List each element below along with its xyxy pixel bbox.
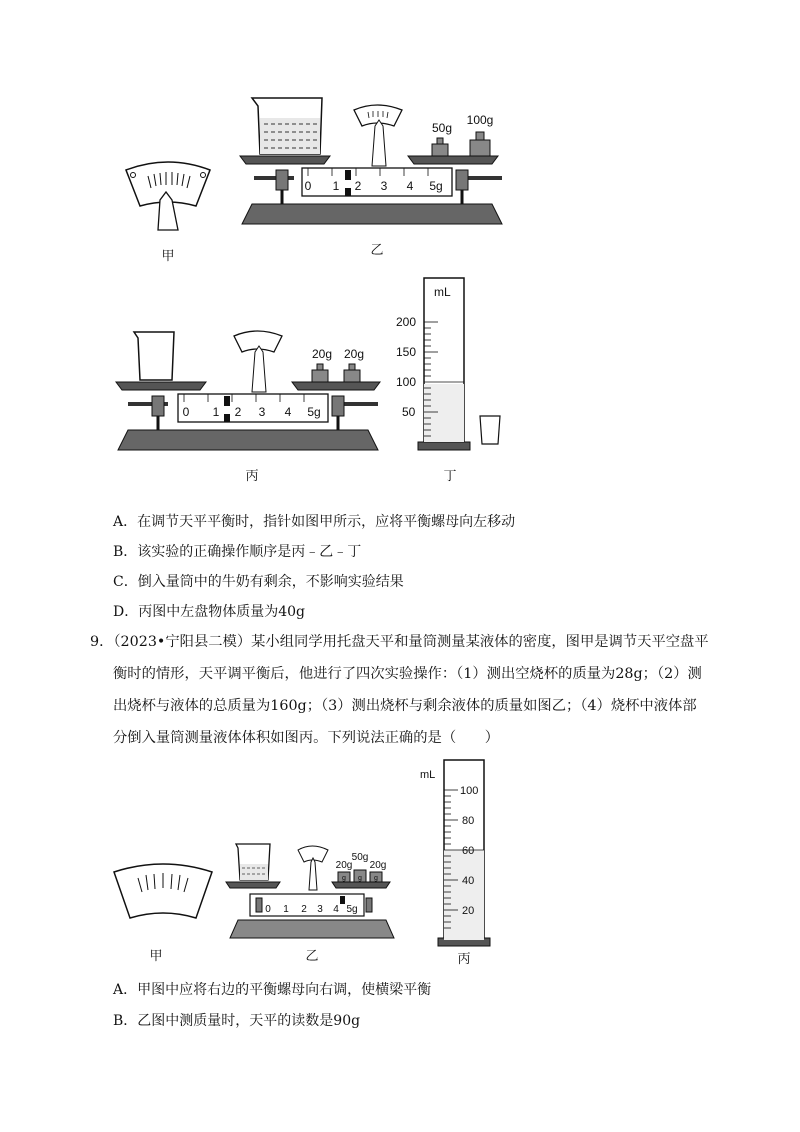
beaker-icon — [252, 98, 322, 154]
svg-text:100: 100 — [460, 785, 479, 797]
svg-text:2: 2 — [354, 179, 362, 193]
svg-text:3: 3 — [380, 179, 388, 193]
svg-text:100: 100 — [396, 375, 417, 389]
svg-text:4: 4 — [333, 904, 339, 915]
svg-text:20g: 20g — [311, 347, 333, 361]
svg-text:40: 40 — [462, 875, 475, 887]
figure-jia-bottom — [108, 860, 218, 970]
svg-text:g: g — [374, 875, 378, 882]
svg-text:mL: mL — [434, 285, 451, 299]
weight-20g-icon — [344, 364, 360, 382]
weight-100g-icon — [470, 132, 490, 156]
graduated-cylinder-icon — [418, 278, 470, 450]
option-b-q9: B．乙图中测质量时，天平的读数是90g — [113, 1013, 361, 1029]
caption-bing: 丙 — [245, 468, 259, 483]
svg-text:5g: 5g — [346, 904, 358, 915]
svg-text:100g: 100g — [466, 113, 494, 127]
small-beaker-icon — [480, 416, 500, 444]
svg-text:0: 0 — [265, 904, 271, 915]
svg-text:20g: 20g — [369, 860, 387, 871]
option-c-q8: C．倒入量筒中的牛奶有剩余，不影响实验结果 — [113, 574, 404, 590]
svg-text:2: 2 — [234, 405, 242, 419]
svg-text:150: 150 — [396, 345, 417, 359]
question-9-line-3: 出烧杯与液体的总质量为160g；（3）测出烧杯与剩余液体的质量如图乙；（4）烧杯中液体部 — [113, 698, 697, 714]
svg-text:50g: 50g — [351, 852, 369, 863]
empty-beaker-icon — [134, 332, 174, 380]
svg-text:50: 50 — [402, 405, 416, 419]
svg-text:80: 80 — [462, 815, 475, 827]
svg-text:3: 3 — [258, 405, 266, 419]
svg-text:20g: 20g — [335, 860, 353, 871]
svg-text:4: 4 — [284, 405, 292, 419]
svg-text:0: 0 — [304, 179, 312, 193]
svg-text:20: 20 — [462, 905, 475, 917]
beaker-icon — [236, 844, 270, 880]
option-b-q8: B．该实验的正确操作顺序是丙﹣乙﹣丁 — [113, 544, 362, 560]
option-a-q8: A．在调节天平平衡时，指针如图甲所示，应将平衡螺母向左移动 — [113, 514, 516, 530]
figure-yi-bottom — [224, 838, 404, 968]
question-9-line-4: 分倒入量筒测量液体体积如图丙。下列说法正确的是（ ） — [113, 730, 500, 746]
svg-text:5g: 5g — [429, 179, 443, 193]
caption-yi: 乙 — [370, 242, 384, 257]
svg-text:60: 60 — [462, 845, 475, 857]
caption-yi-bottom: 乙 — [305, 948, 319, 963]
svg-text:50g: 50g — [431, 121, 453, 135]
svg-text:2: 2 — [301, 904, 307, 915]
svg-text:mL: mL — [420, 769, 436, 781]
caption-ding: 丁 — [443, 468, 457, 483]
svg-text:200: 200 — [396, 315, 417, 329]
figure-jia-top — [118, 160, 218, 270]
svg-text:5g: 5g — [307, 405, 321, 419]
svg-text:20g: 20g — [343, 347, 365, 361]
figure-bing-top — [112, 322, 397, 487]
weight-20g-icon — [312, 364, 328, 382]
svg-text:1: 1 — [332, 179, 340, 193]
caption-bing-bottom: 丙 — [457, 951, 471, 966]
figure-bing-bottom — [408, 756, 508, 971]
svg-text:0: 0 — [182, 405, 190, 419]
svg-text:1: 1 — [212, 405, 220, 419]
svg-text:4: 4 — [406, 179, 414, 193]
option-a-q9: A．甲图中应将右边的平衡螺母向右调，使横梁平衡 — [113, 982, 432, 998]
rider — [345, 170, 351, 180]
figure-yi-top — [232, 92, 532, 272]
question-9-line-2: 衡时的情形，天平调平衡后，他进行了四次实验操作：（1）测出空烧杯的质量为28g；（2）测 — [113, 666, 702, 682]
caption-jia: 甲 — [161, 248, 175, 263]
svg-text:g: g — [342, 875, 346, 882]
figure-ding-top — [362, 272, 522, 487]
svg-text:1: 1 — [283, 904, 289, 915]
weight-50g-icon — [432, 138, 448, 156]
question-9-line-1: 9．（2023•宁阳县二模）某小组同学用托盘天平和量筒测量某液体的密度，图甲是调节天平空盘平 — [90, 634, 709, 650]
caption-jia-bottom: 甲 — [149, 948, 163, 963]
svg-text:3: 3 — [317, 904, 323, 915]
svg-text:g: g — [358, 875, 362, 882]
option-d-q8: D．丙图中左盘物体质量为40g — [113, 604, 306, 620]
